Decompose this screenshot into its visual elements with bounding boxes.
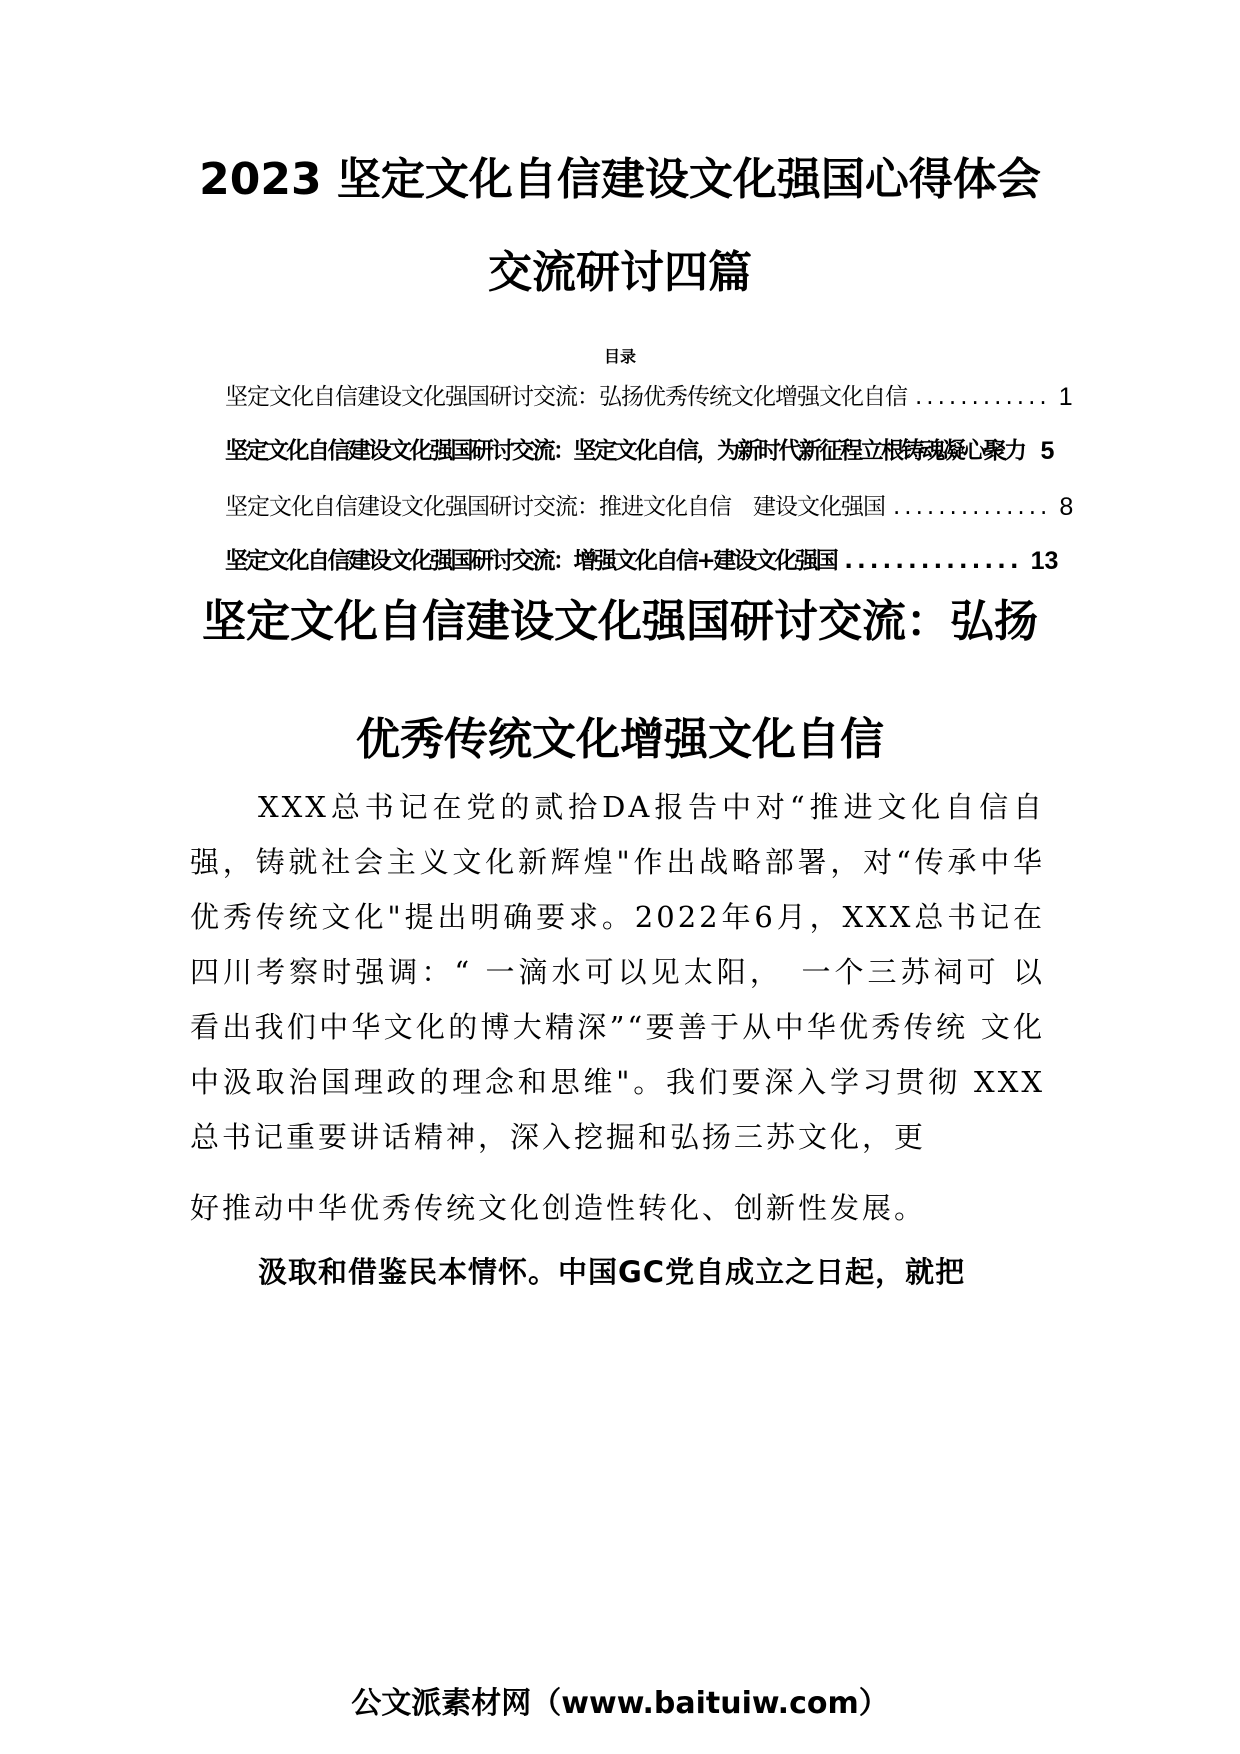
toc-heading: 目录 <box>603 347 636 366</box>
toc-page-number: 13 <box>1030 547 1059 575</box>
toc-entry-text: 坚定文化自信建设文化强国研讨交流：推进文化自信 建设文化强国 <box>225 494 885 520</box>
toc-page-number: 5 <box>1040 437 1055 465</box>
toc-entry[interactable] <box>225 376 1073 412</box>
document-title-line-1: 2023 坚定文化自信建设文化强国心得体会 <box>199 154 1041 205</box>
toc-leader: .............. <box>844 548 1023 574</box>
toc-leader: ............ <box>915 384 1051 410</box>
toc-entry-text: 坚定文化自信建设文化强国研讨交流：弘扬优秀传统文化增强文化自信 <box>225 384 907 410</box>
document-title-line-2: 交流研讨四篇 <box>488 247 752 298</box>
toc-entry[interactable] <box>225 430 1055 466</box>
body-paragraph-continued: 好推动中华优秀传统文化创造性转化、创新性发展。 <box>190 1191 927 1225</box>
toc-leader: .............. <box>893 494 1052 520</box>
section-title-line-1: 坚定文化自信建设文化强国研讨交流：弘扬 <box>202 596 1038 647</box>
body-paragraph: XXX总书记在党的贰拾DA报告中对“推进文化自信自强，铸就社会主义文化新辉煌"作出战略部署，对“传承中华优秀传统文化"提出明确要求。2022年6月，XXX总书记在四川考察时强调：“ 一滴水可以见太阳， 一个三苏祠可 以看出我们中华文化的博大精深”“要善于从中华优秀传统 文化中汲取治国理政的理念和思维"。我们要深入学习贯彻 XXX总书记重要讲话精神，深入挖掘和弘扬三苏文化，更 <box>190 790 1045 1154</box>
toc-entry-text: 坚定文化自信建设文化强国研讨交流：坚定文化自信，为新时代新征程立根铸魂凝心聚力 <box>225 438 1025 464</box>
toc-entry[interactable] <box>225 540 1059 576</box>
toc-page-number: 8 <box>1059 493 1074 521</box>
section-title-line-2: 优秀传统文化增强文化自信 <box>356 714 884 765</box>
toc-entry-text: 坚定文化自信建设文化强国研讨交流：增强文化自信+建设文化强国 <box>225 548 837 574</box>
footer-source: 公文派素材网（www.baituiw.com） <box>351 1686 889 1721</box>
bold-paragraph: 汲取和借鉴民本情怀。中国GC党自成立之日起，就把 <box>258 1255 966 1289</box>
toc-entry[interactable] <box>225 486 1074 522</box>
toc-page-number: 1 <box>1058 383 1073 411</box>
